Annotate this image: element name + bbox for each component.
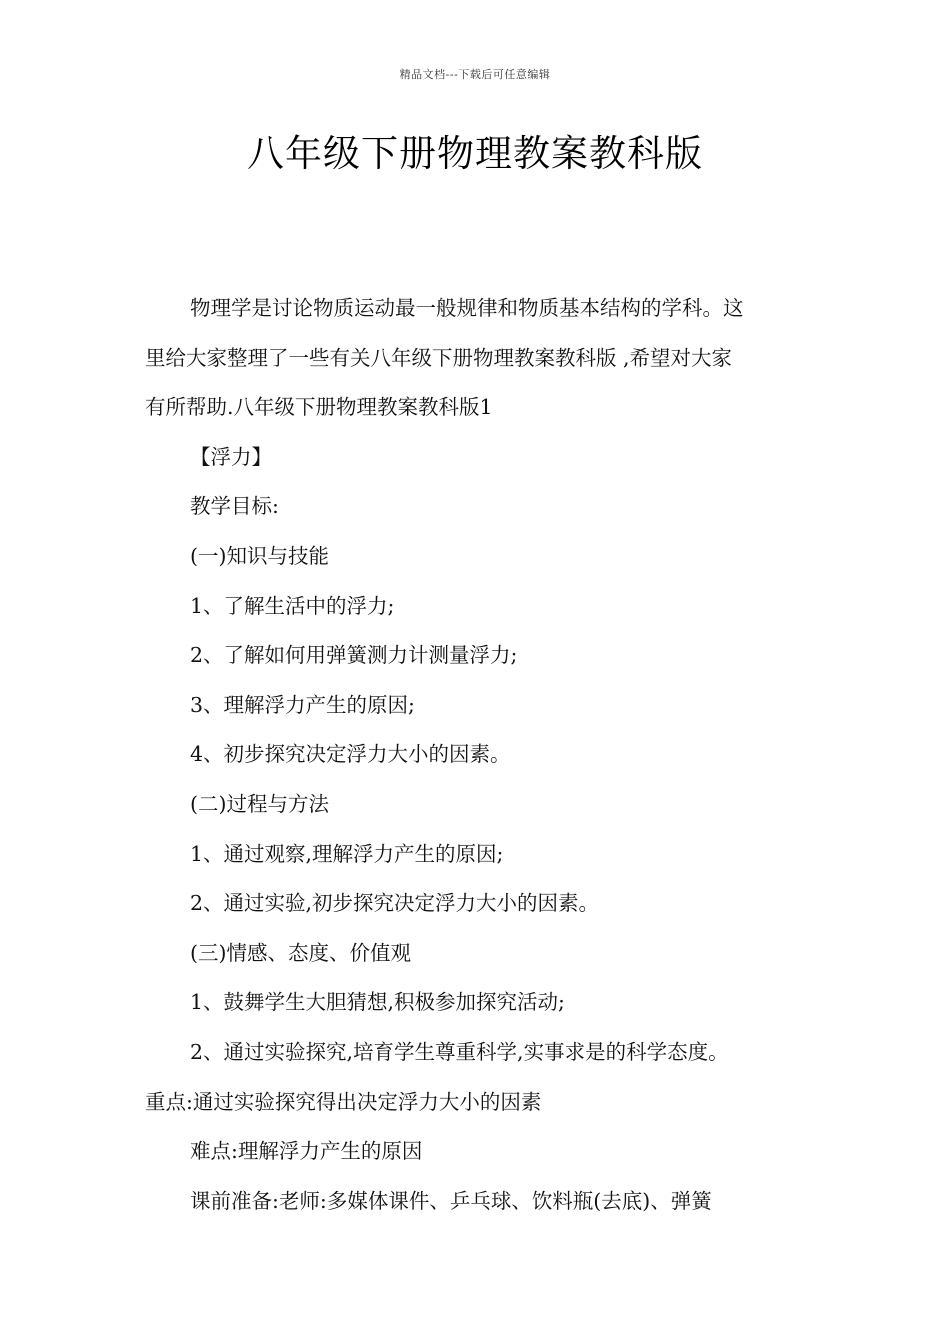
list-item: 2、通过实验,初步探究决定浮力大小的因素。 — [190, 891, 600, 916]
goals-label: 教学目标: — [190, 494, 279, 519]
list-item: 1、了解生活中的浮力; — [190, 593, 395, 618]
preparation: 课前准备:老师:多媒体课件、乒乓球、饮料瓶(去底)、弹簧 — [190, 1188, 712, 1213]
list-item: 2、通过实验探究,培育学生尊重科学,实事求是的科学态度。 — [190, 1039, 729, 1064]
intro-line-1: 物理学是讨论物质运动最一般规律和物质基本结构的学科。这 — [190, 296, 744, 320]
intro-line-2: 里给大家整理了一些有关八年级下册物理教案教科版 ,希望对大家 — [145, 345, 733, 370]
list-item: 4、初步探究决定浮力大小的因素。 — [190, 742, 511, 767]
list-item: 2、了解如何用弹簧测力计测量浮力; — [190, 643, 518, 668]
section-heading: 【浮力】 — [190, 444, 272, 469]
list-item: 3、理解浮力产生的原因; — [190, 692, 415, 717]
emotion-heading: (三)情感、态度、价值观 — [190, 940, 411, 965]
process-heading: (二)过程与方法 — [190, 791, 329, 816]
list-item: 1、鼓舞学生大胆猜想,积极参加探究活动; — [190, 990, 565, 1015]
header-note: 精品文档---下载后可任意编辑 — [399, 68, 551, 81]
knowledge-heading: (一)知识与技能 — [190, 543, 329, 568]
key-point: 重点:通过实验探究得出决定浮力大小的因素 — [145, 1089, 542, 1114]
document-title: 八年级下册物理教案教科版 — [247, 132, 703, 175]
document-body — [145, 284, 810, 1226]
difficulty: 难点:理解浮力产生的原因 — [190, 1139, 423, 1164]
list-item: 1、通过观察,理解浮力产生的原因; — [190, 841, 504, 866]
intro-line-3: 有所帮助.八年级下册物理教案教科版1 — [145, 395, 493, 420]
